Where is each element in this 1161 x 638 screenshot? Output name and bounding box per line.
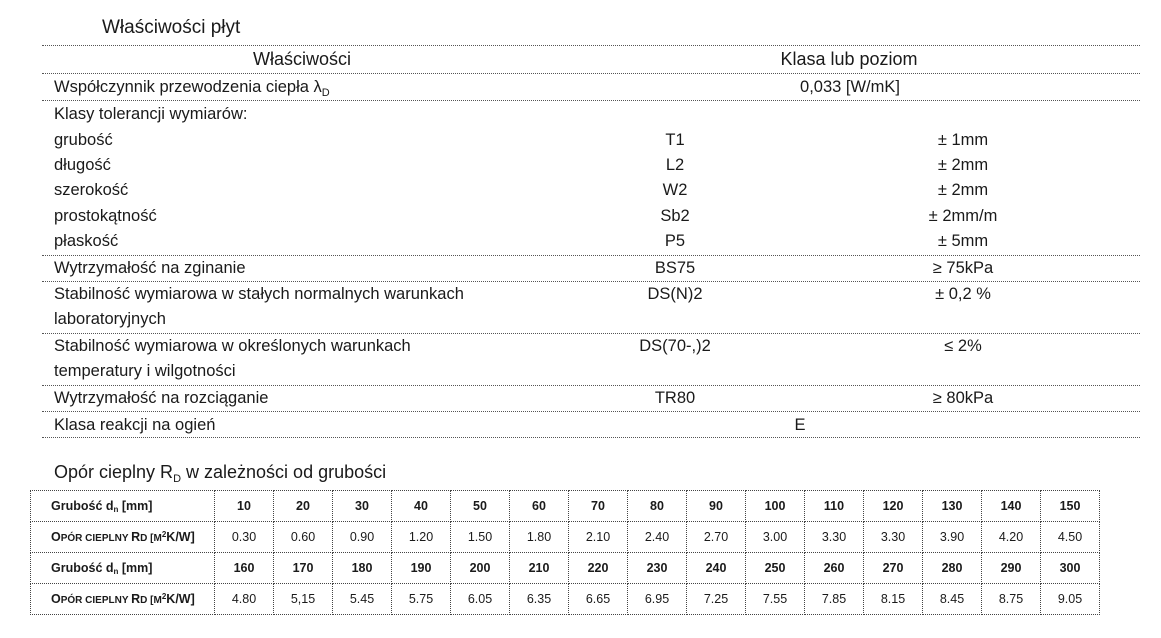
resistance-cell: 7.85 <box>805 584 864 615</box>
resistance-cell: 3.90 <box>923 522 982 553</box>
thickness-cell: 220 <box>569 553 628 584</box>
thickness-cell: 40 <box>392 491 451 522</box>
tolerance-name: płaskość <box>54 231 119 250</box>
col-header-properties: Właściwości <box>252 49 352 69</box>
divider <box>42 333 1140 334</box>
property-class: DS(70-,)2 <box>639 337 711 355</box>
thickness-row <box>31 553 1100 584</box>
resistance-cell: 2.70 <box>687 522 746 553</box>
thickness-cell: 120 <box>864 491 923 522</box>
page-title: Właściwości płyt <box>102 17 241 38</box>
thickness-row <box>31 491 1100 522</box>
rd-title: Opór cieplny $R_D$ w zależności od grubości <box>54 462 387 485</box>
resistance-cell: 0.60 <box>274 522 333 553</box>
thickness-cell: 200 <box>451 553 510 584</box>
thickness-cell: 80 <box>628 491 687 522</box>
tolerance-class: P5 <box>664 231 686 250</box>
property-value: ≤ 2% <box>944 337 982 355</box>
thickness-cell: 190 <box>392 553 451 584</box>
resistance-cell: 2.40 <box>628 522 687 553</box>
divider <box>42 411 1140 412</box>
resistance-cell: 4.50 <box>1041 522 1100 553</box>
resistance-row <box>31 584 1100 615</box>
thickness-cell: 100 <box>746 491 805 522</box>
tolerance-class: T1 <box>665 131 685 149</box>
lambda-value: 0,033 [W/mK] <box>800 78 900 96</box>
resistance-cell: 1.20 <box>392 522 451 553</box>
resistance-cell: 2.10 <box>569 522 628 553</box>
property-value: ± 0,2 % <box>935 285 991 303</box>
divider <box>42 100 1140 101</box>
resistance-cell: 5.45 <box>333 584 392 615</box>
resistance-row <box>31 522 1100 553</box>
resistance-cell: 8.75 <box>982 584 1041 615</box>
property-label: Stabilność wymiarowa w stałych normalnych warunkach <box>54 285 464 303</box>
tolerance-name: szerokość <box>54 181 129 200</box>
resistance-cell: 7.25 <box>687 584 746 615</box>
thickness-cell: 300 <box>1041 553 1100 584</box>
property-label-cont: laboratoryjnych <box>54 310 166 328</box>
resistance-cell: 4.20 <box>982 522 1041 553</box>
resistance-cell: 5,15 <box>274 584 333 615</box>
thickness-cell: 210 <box>510 553 569 584</box>
thickness-cell: 150 <box>1041 491 1100 522</box>
tolerance-name: długość <box>54 156 111 175</box>
property-value: ≥ 80kPa <box>932 389 994 407</box>
tolerance-name: grubość <box>54 131 113 149</box>
resistance-cell: 0.90 <box>333 522 392 553</box>
thickness-cell: 270 <box>864 553 923 584</box>
tolerance-label: Klasy tolerancji wymiarów: <box>54 105 248 123</box>
property-label: Stabilność wymiarowa w określonych warunkach <box>54 337 411 355</box>
thickness-cell: 260 <box>805 553 864 584</box>
divider <box>42 45 1140 46</box>
tolerance-name: prostokątność <box>54 206 157 225</box>
resistance-cell: 6.65 <box>569 584 628 615</box>
resistance-cell: 5.75 <box>392 584 451 615</box>
resistance-cell: 1.50 <box>451 522 510 553</box>
divider <box>42 437 1140 438</box>
fire-label: Klasa reakcji na ogień <box>54 416 216 434</box>
resistance-cell: 7.55 <box>746 584 805 615</box>
divider <box>42 73 1140 74</box>
thickness-header: Grubość $d_n$ [mm] <box>31 491 215 522</box>
resistance-cell: 8.15 <box>864 584 923 615</box>
tolerance-value: ± 1mm <box>937 131 989 149</box>
divider <box>42 255 1140 256</box>
resistance-cell: 6.95 <box>628 584 687 615</box>
property-class: BS75 <box>654 259 696 277</box>
tolerance-value: ± 2mm <box>937 181 989 200</box>
property-class: TR80 <box>654 389 696 407</box>
resistance-cell: 9.05 <box>1041 584 1100 615</box>
resistance-cell: 3.30 <box>864 522 923 553</box>
resistance-header: OPÓR CIEPLNY RD $[M^2K/W]$ <box>31 522 215 553</box>
thickness-cell: 280 <box>923 553 982 584</box>
resistance-cell: 3.00 <box>746 522 805 553</box>
thickness-cell: 50 <box>451 491 510 522</box>
thickness-cell: 140 <box>982 491 1041 522</box>
thickness-cell: 170 <box>274 553 333 584</box>
thickness-cell: 130 <box>923 491 982 522</box>
thickness-cell: 180 <box>333 553 392 584</box>
thickness-cell: 70 <box>569 491 628 522</box>
resistance-cell: 6.35 <box>510 584 569 615</box>
resistance-header: OPÓR CIEPLNY RD $[M^2K/W]$ <box>31 584 215 615</box>
thickness-cell: 240 <box>687 553 746 584</box>
divider <box>42 281 1140 282</box>
col-header-class: Klasa lub poziom <box>780 49 918 69</box>
divider <box>42 385 1140 386</box>
thickness-cell: 250 <box>746 553 805 584</box>
tolerance-class: L2 <box>665 156 685 175</box>
fire-value: E <box>794 416 806 434</box>
property-label: Wytrzymałość na rozciąganie <box>54 389 269 407</box>
tolerance-class: W2 <box>662 181 688 200</box>
thickness-cell: 30 <box>333 491 392 522</box>
tolerance-value: ± 5mm <box>937 231 989 250</box>
resistance-cell: 1.80 <box>510 522 569 553</box>
thickness-header: Grubość $d_n$ [mm] <box>31 553 215 584</box>
property-class: DS(N)2 <box>647 285 703 303</box>
tolerance-value: ± 2mm/m <box>928 206 998 225</box>
thickness-cell: 90 <box>687 491 746 522</box>
resistance-cell: 0.30 <box>215 522 274 553</box>
thickness-cell: 60 <box>510 491 569 522</box>
resistance-cell: 4.80 <box>215 584 274 615</box>
property-label-cont: temperatury i wilgotności <box>54 362 236 380</box>
thickness-cell: 290 <box>982 553 1041 584</box>
thickness-cell: 10 <box>215 491 274 522</box>
thermal-resistance-table <box>30 490 1100 615</box>
property-label: Wytrzymałość na zginanie <box>54 259 246 277</box>
thickness-cell: 110 <box>805 491 864 522</box>
resistance-cell: 8.45 <box>923 584 982 615</box>
property-value: ≥ 75kPa <box>932 259 994 277</box>
tolerance-class: Sb2 <box>660 206 690 225</box>
thickness-cell: 20 <box>274 491 333 522</box>
lambda-label: Współczynnik przewodzenia ciepła $\lambda_D$ <box>54 78 330 99</box>
tolerance-value: ± 2mm <box>937 156 989 175</box>
resistance-cell: 3.30 <box>805 522 864 553</box>
thickness-cell: 230 <box>628 553 687 584</box>
thickness-cell: 160 <box>215 553 274 584</box>
resistance-cell: 6.05 <box>451 584 510 615</box>
